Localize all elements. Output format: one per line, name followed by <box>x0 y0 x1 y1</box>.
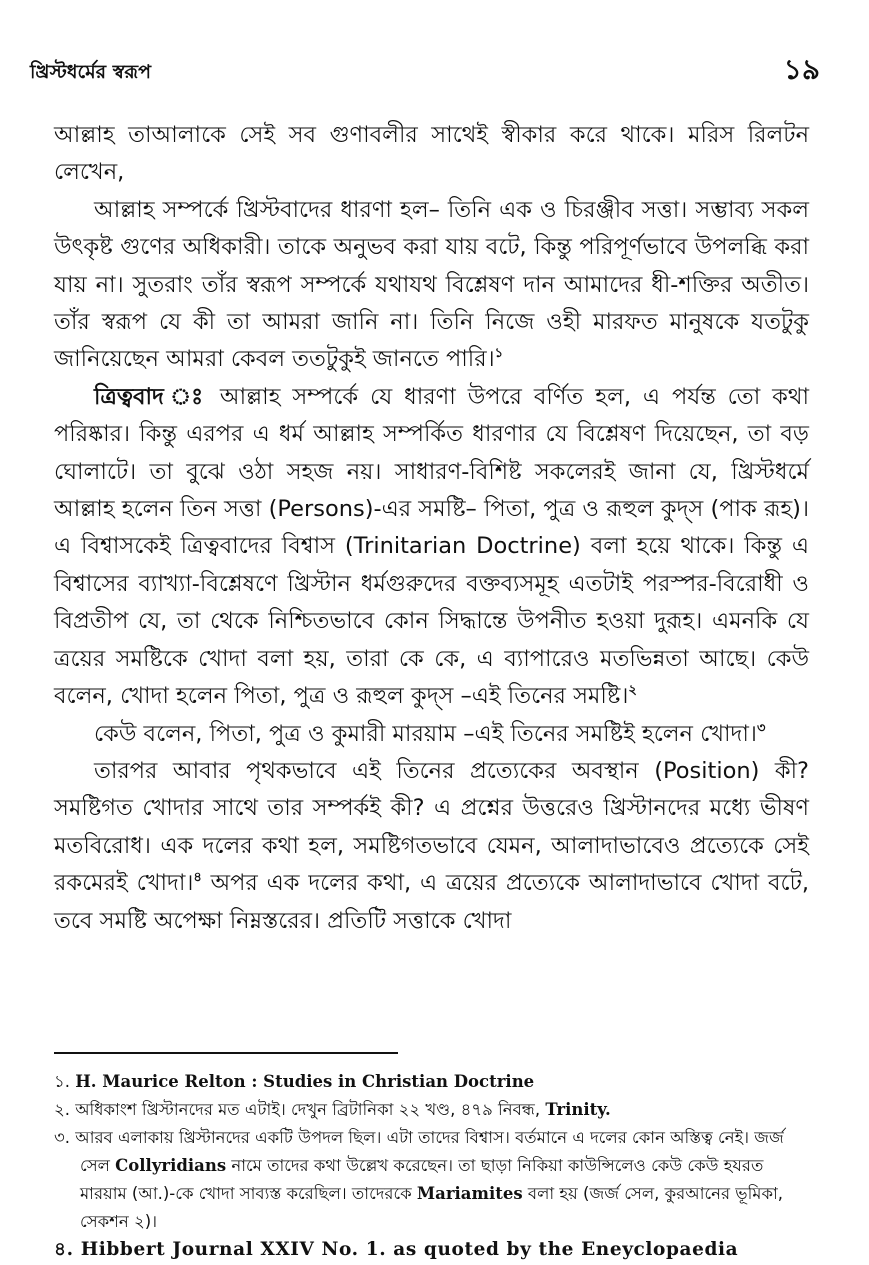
footnote-3-latin-2: Mariamites <box>416 1184 523 1203</box>
footnote-ref-2: ২ <box>628 683 637 699</box>
paragraph-4-text: কেউ বলেন, পিতা, পুত্র ও কুমারী মারয়াম –এই তিনের সমষ্টিই হলেন খোদা। <box>94 720 757 747</box>
paragraph-1-text: আল্লাহ তাআলাকে সেই সব গুণাবলীর সাথেই স্বীকার করে থাকে। মরিস রিলটন লেখেন, <box>54 122 809 186</box>
footnote-ref-3: ৩ <box>756 720 766 736</box>
footnote-3-text-b: নামে তাদের কথা উল্লেখ করেছেন। তা ছাড়া নিকিয়া কাউন্সিলেও কেউ কেউ হযরত মারয়াম (আ.)-কে খোদা সাব্যস্ত করেছিল। তাদেরকে <box>80 1156 764 1203</box>
footnotes <box>54 1068 809 1264</box>
paragraph-5 <box>54 753 809 940</box>
paragraph-3 <box>54 379 809 716</box>
paragraph-1 <box>54 117 809 192</box>
footnote-ref-1: ১ <box>494 346 504 362</box>
footnote-2-latin: Trinity. <box>545 1100 611 1119</box>
footnote-2 <box>54 1096 809 1124</box>
footnote-1-text: H. Maurice Relton : Studies in Christian Doctrine <box>75 1072 535 1091</box>
paragraph-5-text-a: তারপর আবার পৃথকভাবে এই তিনের প্রত্যেকের অবস্থান (Position) কী? সমষ্টিগত খোদার সাথে তার সম্পর্কই কী? এ প্রশ্নের উত্তরেও খ্রিস্টানদের মধ্যে ভীষণ মতবিরোধ। এক দলের কথা হল, সমষ্টিগতভাবে যেমন, আলাদাভাবেও প্রত্যেকে সেই রকমেরই খোদা। <box>54 757 809 897</box>
running-title: খ্রিস্টধর্মের স্বরূপ <box>30 61 152 83</box>
paragraph-3-text: আল্লাহ সম্পর্কে যে ধারণা উপরে বর্ণিত হল, এ পর্যন্ত তো কথা পরিষ্কার। কিন্তু এরপর এ ধর্ম আল্লাহ সম্পর্কিত ধারণার যে বিশ্লেষণ দিয়েছেন, তা বড় ঘোলাটে। তা বুঝে ওঠা সহজ নয়। সাধারণ-বিশিষ্ট সকলেরই জানা যে, খ্রিস্টধর্মে আল্লাহ হলেন তিন সত্তা (Persons)-এর সমষ্টি– পিতা, পুত্র ও রূহুল কুদ্স (পাক রূহ)। এ বিশ্বাসকেই ত্রিত্ববাদের বিশ্বাস (Trinitarian Doctrine) বলা হয়ে থাকে। কিন্তু এ বিশ্বাসের ব্যাখ্যা-বিশ্লেষণে খ্রিস্টান ধর্মগুরুদের বক্তব্যসমূহ এতটাই পরস্পর-বিরোধী ও বিপ্রতীপ যে, তা থেকে নিশ্চিতভাবে কোন সিদ্ধান্তে উপনীত হওয়া দুরূহ। এমনকি যে ত্রয়ের সমষ্টিকে খোদা বলা হয়, তারা কে কে, এ ব্যাপারেও মতভিন্নতা আছে। কেউ বলেন, খোদা হলেন পিতা, পুত্র ও রূহুল কুদ্স –এই তিনের সমষ্টি। <box>54 383 809 710</box>
footnote-1-number: ১. <box>54 1072 76 1091</box>
footnote-4-text: Hibbert Journal XXIV No. 1. as quoted by the Eneyclopaedia <box>80 1239 739 1260</box>
trinity-heading: ত্রিত্ববাদ ঃ <box>94 383 208 410</box>
footnote-3 <box>54 1124 809 1236</box>
footnote-3-text-a: আরব এলাকায় খ্রিস্টানদের একটি উপদল ছিল। এটা তাদের বিশ্বাস। বর্তমানে এ দলের কোন অস্তিত্ব নেই। জর্জ সেল <box>75 1128 784 1175</box>
footnote-3-number: ৩. <box>54 1128 76 1147</box>
footnote-2-number: ২. <box>54 1100 76 1119</box>
footnote-2-text: অধিকাংশ খ্রিস্টানদের মত এটাই। দেখুন ব্রিটানিকা ২২ খণ্ড, ৪৭৯ নিবন্ধ, <box>75 1100 546 1119</box>
paragraph-5-text-b: অপর এক দলের কথা, এ ত্রয়ের প্রত্যেকে আলাদাভাবে খোদা বটে, তবে সমষ্টি অপেক্ষা নিম্নস্তরের। প্রতিটি সত্তাকে খোদা <box>54 870 809 934</box>
footnote-divider <box>54 1052 398 1054</box>
footnote-1 <box>54 1068 809 1096</box>
page-number: ১৯ <box>783 53 820 86</box>
paragraph-4 <box>54 716 809 753</box>
footnote-4 <box>54 1236 809 1264</box>
body-text <box>54 117 809 940</box>
footnote-3-latin-1: Collyridians <box>115 1156 227 1175</box>
paragraph-2-text: আল্লাহ সম্পর্কে খ্রিস্টবাদের ধারণা হল– তিনি এক ও চিরঞ্জীব সত্তা। সম্ভাব্য সকল উৎকৃষ্ট গুণের অধিকারী। তাকে অনুভব করা যায় বটে, কিন্তু পরিপূর্ণভাবে উপলব্ধি করা যায় না। সুতরাং তাঁর স্বরূপ সম্পর্কে যথাযথ বিশ্লেষণ দান আমাদের ধী-শক্তির অতীত। তাঁর স্বরূপ যে কী তা আমরা জানি না। তিনি নিজে ওহী মারফত মানুষকে যতটুকু জানিয়েছেন আমরা কেবল ততটুকুই জানতে পারি। <box>54 196 809 373</box>
footnote-ref-4: ৪ <box>193 870 202 886</box>
footnote-3-text-c: বলা হয় (জর্জ সেল, কুরআনের ভূমিকা, সেকশন ২)। <box>80 1184 784 1231</box>
footnote-4-number: ৪. <box>54 1239 81 1260</box>
page-header <box>30 48 820 88</box>
paragraph-2 <box>54 192 809 379</box>
